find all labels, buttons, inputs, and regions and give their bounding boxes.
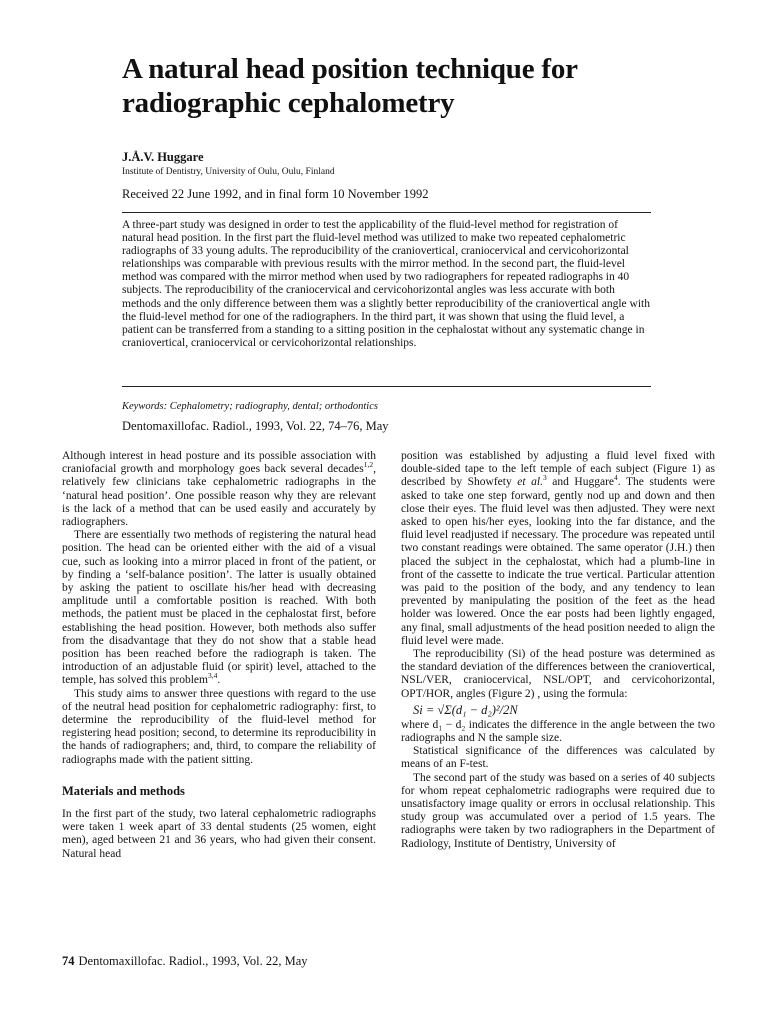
page-number: 74 (62, 954, 75, 968)
reproducibility-formula: Si = √Σ(d₁ − d₂)²/2N (413, 702, 518, 717)
reference-superscript: 4 (614, 473, 618, 483)
text-run: . (217, 674, 221, 687)
text-run: Although interest in head posture and its possible association with craniofacial growth and morphology goes back several decades (62, 450, 376, 476)
abstract: A three-part study was designed in order to test the applicability of the fluid-level method for registration of natural head position. In the first part the fluid-level method was utilized to make two repeated cephalometric radiographs of 33 young adults. The reproducibility of the craniovertical, craniocervical and cervicohorizontal relationships was comparable with previous results with the mirror method. In the second part, the fluid-level method was compared with the mirror method when used by two radiographers for repeated radiographs in 40 subjects. The reproducibility of the craniocervical and cervicohorizontal angles was less accurate with both methods and the only difference between them was a slightly better reproducibility of the craniovertical angle with the fluid-level method for one of the radiographers. In the third part, it was shown that using the fluid level, a patient can be transferred from a standing to a sitting position in the cephalostat without any systematic change in craniovertical, craniocervical or cervicohorizontal relationships. (122, 219, 650, 349)
body-paragraph (401, 450, 715, 648)
body-paragraph: where d₁ − d₂ indicates the difference in the angle between the two radiographs and N the sample size. (401, 718, 715, 745)
page-footer (62, 954, 308, 969)
section-heading: Materials and methods (62, 783, 185, 798)
text-run: position was established by adjusting a fluid level fixed with double-sided tape to the left temple of each subject (Figure 1) as described by Showfety (401, 450, 715, 489)
body-paragraph: The second part of the study was based on a series of 40 subjects for whom repeat cephalometric radiographs were required due to unsatisfactory image quality or errors in occlusal relationship. This study group was accumulated over a period of 1.5 years. The radiographs were taken by two radiographers in the Department of Radiology, Institute of Dentistry, University of (401, 771, 715, 850)
abstract-top-rule (122, 212, 651, 213)
body-paragraph (62, 450, 376, 529)
reference-superscript: 3 (542, 473, 547, 483)
journal-citation: Dentomaxillofac. Radiol., 1993, Vol. 22, 74–76, May (122, 419, 389, 433)
reference-superscript: 3,4 (207, 671, 218, 681)
reference-superscript: 1,2 (363, 460, 374, 470)
author-name: J.Å.V. Huggare (122, 150, 204, 164)
text-run: , relatively few clinicians take cephalometric radiographs in the ‘natural head position’. One possible reason why they are relevant is the lack of a method that can be used easily and accurately by radiographers. (62, 463, 376, 529)
body-paragraph: Statistical significance of the differences was calculated by means of an F-test. (401, 745, 715, 771)
body-paragraph: In the first part of the study, two lateral cephalometric radiographs were taken 1 week apart of 33 dental students (25 women, eight men), aged between 21 and 36 years, who had given their consent. Natural head (62, 808, 376, 860)
text-run: and Huggare (546, 476, 615, 489)
keywords-label: Keywords: (122, 401, 168, 412)
author-affiliation: Institute of Dentistry, University of Oulu, Oulu, Finland (122, 167, 335, 177)
footer-citation: Dentomaxillofac. Radiol., 1993, Vol. 22, May (78, 954, 308, 968)
text-run: There are essentially two methods of registering the natural head position. The head can be oriented either with the aid of a visual cue, such as looking into a mirror placed in front of the patient, or by finding a ‘self-balance position’. The latter is usually obtained by asking the patient to oscillate his/her head with decreasing amplitude until a comfortable position is reached. With both methods, the patient must be placed in the cephalostat first, before establishing the head position. However, both methods also suffer from the disadvantage that they do not show that a stable head position has been reached before the radiograph is taken. The introduction of an adjustable fluid (or spirit) level, attached to the temple, has solved this problem (62, 529, 376, 687)
body-paragraph (62, 529, 376, 687)
text-run: . The students were asked to take one step forward, gently nod up and down and then close their eyes. The fluid level was then adjusted. They were next asked to open his/her eyes, looking into the far distance, and the fluid level readjusted if necessary. The procedure was repeated until two constant readings were obtained. The same operator (J.H.) then placed the subject in the cephalostat, which had a plumb-line in front of the cassette to indicate the true vertical. Particular attention was paid to the position of the body, and any tendency to lean prevented by manipulating the position of the feet as the head holder was lowered. Once the ear posts had been lightly engaged, any final, small adjustments of the head position needed to align the fluid level were made. (401, 476, 715, 647)
right-column (401, 450, 715, 851)
abstract-bottom-rule (122, 386, 651, 387)
et-al: et al. (517, 476, 543, 489)
received-dates: Received 22 June 1992, and in final form 10 November 1992 (122, 187, 429, 201)
keywords-list: Cephalometry; radiography, dental; orthodontics (169, 401, 378, 412)
left-column (62, 450, 376, 861)
article-title: A natural head position technique for radiographic cephalometry (122, 53, 578, 119)
body-paragraph: The reproducibility (Si) of the head posture was determined as the standard deviation of the differences between the craniovertical, NSL/VER, craniocervical, NSL/OPT, and cervicohorizontal, OPT/HOR, angles (Figure 2) , using the formula: (401, 648, 715, 700)
keywords (122, 401, 378, 412)
body-paragraph: This study aims to answer three questions with regard to the use of the neutral head position for cephalometric radiography: first, to determine the reproducibility of the fluid-level method for registering head position; second, to determine its reproducibility in the hands of radiographers; and, third, to compare the reliability of radiographs made with the patient sitting. (62, 687, 376, 766)
